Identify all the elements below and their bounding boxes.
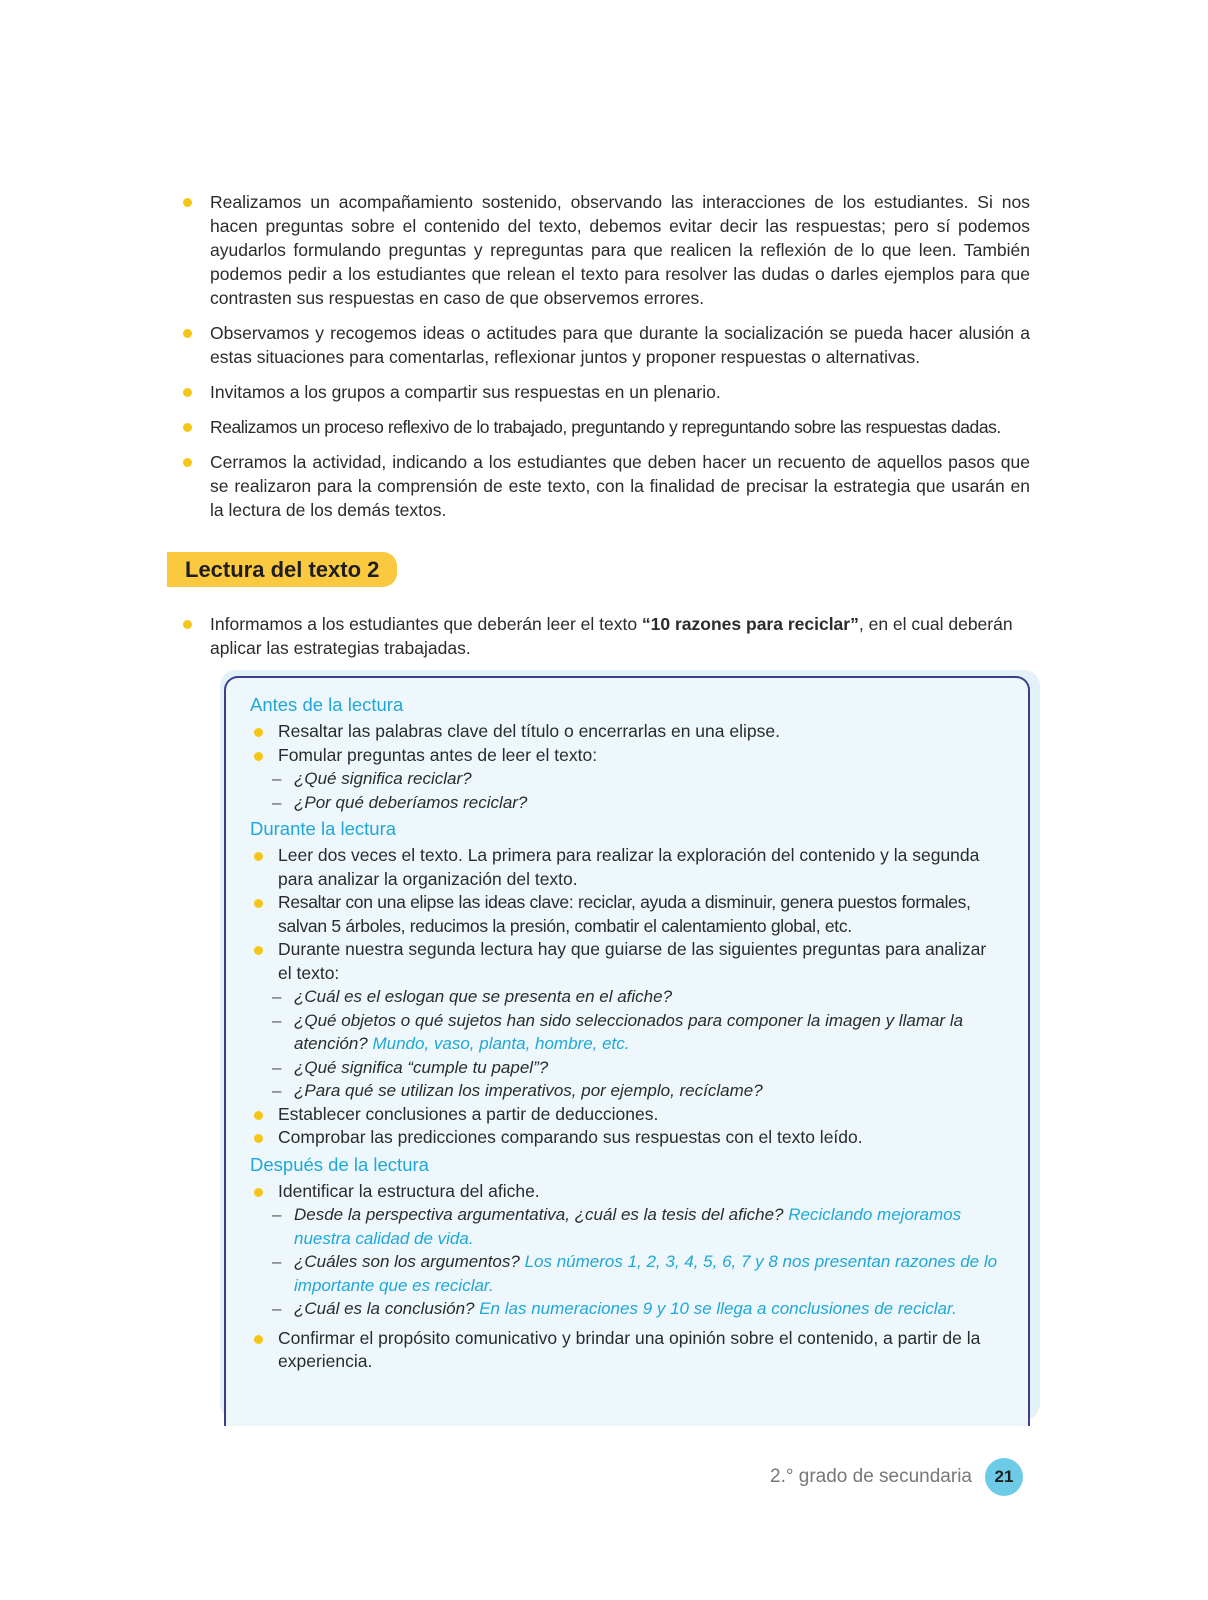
bullet-icon <box>183 423 192 432</box>
answer-text: En las numeraciones 9 y 10 se llega a conclusiones de reciclar. <box>479 1299 957 1318</box>
list-item: Durante nuestra segunda lectura hay que guiarse de las siguientes preguntas para analizar el texto: – ¿Cuál es el eslogan que se presenta en el afiche? – ¿Qué objetos o qué sujetos han sido seleccionados para componer la imagen y llamar la atención? Mundo, vaso, planta, hombre, etc. – ¿Qué significa “cumple tu papel”? – ¿Para qué se utilizan los imperativos, por ejemplo, recíclame? <box>250 938 1004 1103</box>
heading-antes: Antes de la lectura <box>250 694 404 715</box>
reading-strategy-box <box>224 676 1030 1436</box>
question-item: – ¿Qué objetos o qué sujetos han sido seleccionados para componer la imagen y llamar la atención? Mundo, vaso, planta, hombre, etc. <box>272 1010 964 1053</box>
bullet-icon <box>254 1335 263 1344</box>
dash-icon: – <box>272 769 282 788</box>
grade-label: 2.° grado de secundaria <box>770 1466 972 1487</box>
bullet-icon <box>254 899 263 908</box>
page-number: 21 <box>985 1458 1023 1496</box>
bullet-icon <box>254 946 263 955</box>
dash-icon: – <box>272 1299 282 1318</box>
question-item: – ¿Qué significa reciclar? <box>272 767 1004 791</box>
bullet-icon <box>183 198 192 207</box>
list-item: Informamos a los estudiantes que deberán leer el texto “10 razones para reciclar”, en el cual deberán aplicar las estrategias trabajadas. <box>180 612 1030 660</box>
intro-list <box>180 612 1030 660</box>
question-item: – ¿Cuáles son los argumentos? Los números 1, 2, 3, 4, 5, 6, 7 y 8 nos presentan razones de lo importante que es reciclar. <box>272 1252 998 1295</box>
list-item: Comprobar las predicciones comparando sus respuestas con el texto leído. <box>250 1126 1004 1150</box>
list-item: Cerramos la actividad, indicando a los estudiantes que deben hacer un recuento de aquellos pasos que se realizaron para la comprensión de este texto, con la finalidad de precisar la estrategia que usarán en la lectura de los demás textos. <box>180 450 1030 522</box>
question-item: – ¿Cuál es el eslogan que se presenta en el afiche? <box>272 985 1004 1009</box>
dash-icon: – <box>272 1205 282 1224</box>
box-mask <box>215 1426 1045 1466</box>
instruction-list <box>180 190 1030 533</box>
dash-icon: – <box>272 1057 282 1077</box>
section-title: Lectura del texto 2 <box>167 552 397 587</box>
list-item: Invitamos a los grupos a compartir sus respuestas en un plenario. <box>180 380 1030 404</box>
list-item: Confirmar el propósito comunicativo y brindar una opinión sobre el contenido, a partir de la experiencia. <box>250 1327 1004 1374</box>
bullet-icon <box>254 752 263 761</box>
bullet-icon <box>254 728 263 737</box>
text-title: “10 razones para reciclar” <box>641 614 859 634</box>
bullet-icon <box>254 1188 263 1197</box>
dash-icon: – <box>272 792 282 812</box>
bullet-icon <box>183 620 192 629</box>
answer-text: Los números 1, 2, 3, 4, 5, 6, 7 y 8 nos presentan razones de lo importante que es reciclar. <box>294 1252 998 1295</box>
list-item: Identificar la estructura del afiche. – Desde la perspectiva argumentativa, ¿cuál es la tesis del afiche? Reciclando mejoramos nuestra calidad de vida. – ¿Cuáles son los argumentos? Los números 1, 2, 3, 4, 5, 6, 7 y 8 nos presentan razones de lo importante que es reciclar. – ¿Cuál es la conclusión? En las numeraciones 9 y 10 se llega a conclusiones de reciclar. <box>250 1180 1004 1321</box>
heading-despues: Después de la lectura <box>250 1153 429 1175</box>
heading-durante: Durante la lectura <box>250 818 397 839</box>
question-item: – Desde la perspectiva argumentativa, ¿cuál es la tesis del afiche? Reciclando mejoramos nuestra calidad de vida. <box>272 1205 962 1248</box>
bullet-icon <box>183 329 192 338</box>
bullet-icon <box>254 1134 263 1143</box>
bullet-icon <box>254 1111 263 1120</box>
list-item: Realizamos un acompañamiento sostenido, observando las interacciones de los estudiantes. Si nos hacen preguntas sobre el contenido del texto, debemos evitar decir las respuestas; pero sí podemos ayudarlos formulando preguntas y repreguntas para que realicen la reflexión de lo que leen. También podemos pedir a los estudiantes que relean el texto para resolver las dudas o darles ejemplos para que contrasten sus respuestas en caso de que observemos errores. <box>180 190 1030 310</box>
question-item: – ¿Por qué deberíamos reciclar? <box>272 791 1004 815</box>
dash-icon: – <box>272 987 282 1006</box>
list-item: Observamos y recogemos ideas o actitudes para que durante la socialización se pueda hacer alusión a estas situaciones para comentarlas, reflexionar juntos y proponer respuestas o alternativas. <box>180 321 1030 369</box>
answer-text: Reciclando mejoramos nuestra calidad de vida. <box>294 1205 962 1248</box>
list-item: Realizamos un proceso reflexivo de lo trabajado, preguntando y repreguntando sobre las respuestas dadas. <box>180 415 1030 439</box>
question-item: – ¿Qué significa “cumple tu papel”? <box>272 1056 1004 1080</box>
list-item: Resaltar con una elipse las ideas clave: reciclar, ayuda a disminuir, genera puestos formales, salvan 5 árboles, reducimos la presión, combatir el calentamiento global, etc. <box>250 891 1004 938</box>
dash-icon: – <box>272 1252 282 1271</box>
answer-text: Mundo, vaso, planta, hombre, etc. <box>372 1034 630 1053</box>
list-item: Fomular preguntas antes de leer el texto: – ¿Qué significa reciclar? – ¿Por qué deberíamos reciclar? <box>250 744 1004 815</box>
list-item: Leer dos veces el texto. La primera para realizar la exploración del contenido y la segunda para analizar la organización del texto. <box>250 844 1004 891</box>
question-item: – ¿Para qué se utilizan los imperativos, por ejemplo, recíclame? <box>272 1079 1004 1103</box>
bullet-icon <box>183 388 192 397</box>
question-item: – ¿Cuál es la conclusión? En las numeraciones 9 y 10 se llega a conclusiones de reciclar. <box>272 1297 1004 1321</box>
bullet-icon <box>254 852 263 861</box>
bullet-icon <box>183 458 192 467</box>
dash-icon: – <box>272 1081 282 1100</box>
list-item: Establecer conclusiones a partir de deducciones. <box>250 1103 1004 1127</box>
dash-icon: – <box>272 1010 282 1030</box>
list-item: Resaltar las palabras clave del título o encerrarlas en una elipse. <box>250 720 1004 744</box>
